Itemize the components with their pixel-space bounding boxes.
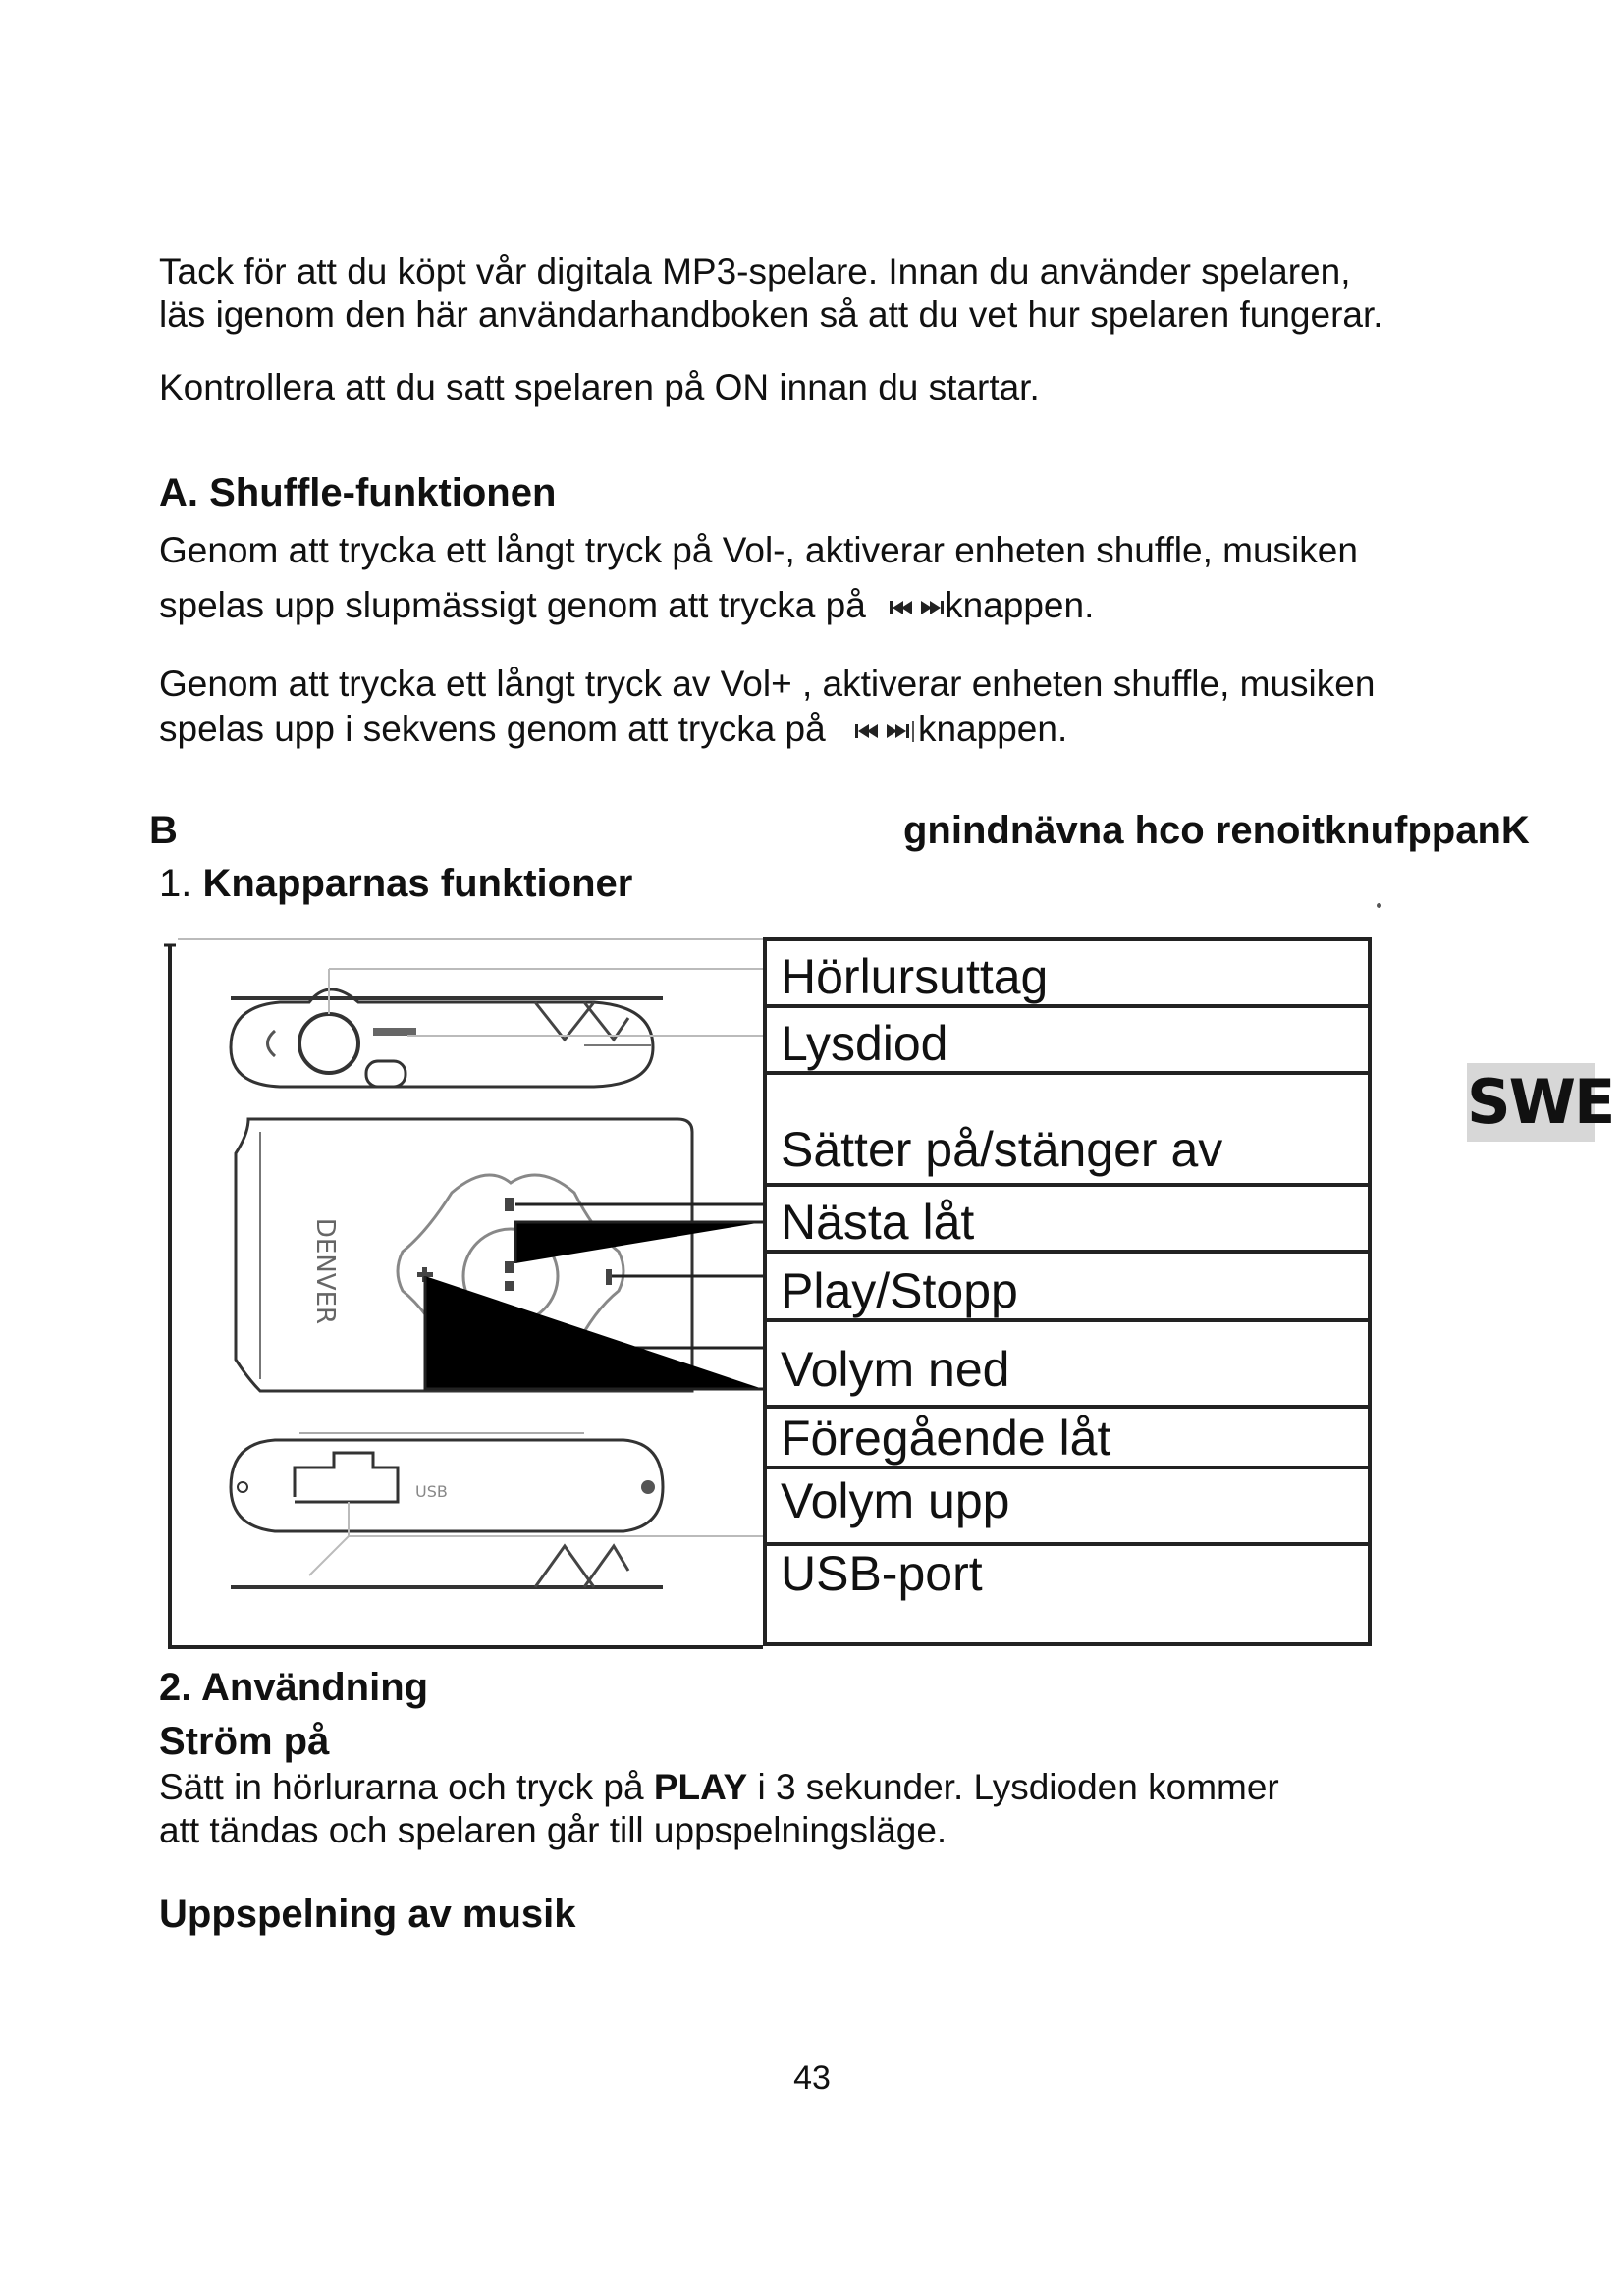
label-previous-track: Föregående låt [763, 1405, 1372, 1469]
section-a-p2-line2-post: knappen. [917, 709, 1068, 749]
intro-line-3: Kontrollera att du satt spelaren på ON innan du startar. [159, 367, 1040, 407]
label-play-stop: Play/Stopp [763, 1250, 1372, 1322]
section-2-line2: att tändas och spelaren går till uppspelningsläge. [159, 1810, 947, 1850]
section-a-p1-line2-post: knappen. [945, 585, 1095, 625]
label-power: Sätter på/stänger av [763, 1071, 1372, 1187]
intro-line-2: läs igenom den här användarhandboken så att du vet hur spelaren fungerar. [159, 294, 1383, 335]
section-2-heading [159, 1666, 428, 1710]
label-next-track: Nästa låt [763, 1183, 1372, 1254]
subheading-number: 1. [159, 862, 192, 905]
button-functions-figure [162, 937, 1372, 1649]
section-a-p1-line2-pre: spelas upp slupmässigt genom att trycka på [159, 585, 866, 625]
label-volume-up: Volym upp [763, 1466, 1372, 1546]
section-a-p2-line1: Genom att trycka ett långt tryck av Vol+ , aktiverar enheten shuffle, musiken [159, 664, 1376, 704]
label-usb-port: USB-port [763, 1542, 1372, 1646]
section-2-line1-post: i 3 sekunder. Lysdioden kommer [757, 1767, 1279, 1807]
section-2-number: 2 [159, 1666, 182, 1709]
section-b-reversed-title: gnindnävna hco renoitknufppanK [903, 809, 1530, 852]
stray-dot [1377, 903, 1381, 908]
label-headphone-jack: Hörlursuttag [763, 937, 1372, 1008]
section-a-p2-line2-pre: spelas upp i sekvens genom att trycka på [159, 709, 826, 749]
section-a-p1-line2 [159, 583, 1094, 628]
section-a-heading: A. Shuffle-funktionen [159, 471, 557, 514]
section-2-line1-bold: PLAY [653, 1767, 748, 1807]
section-a-p2-line2 [159, 707, 1067, 752]
intro-line-1: Tack för att du köpt vår digitala MP3-spelare. Innan du använder spelaren, [159, 251, 1351, 292]
section-2-line1-pre: Sätt in hörlurarna och tryck på [159, 1767, 644, 1807]
button-label-table [763, 937, 1372, 1649]
device-bottom-view [231, 1433, 763, 1587]
section-a-p1-line1: Genom att trycka ett långt tryck på Vol-, aktiverar enheten shuffle, musiken [159, 530, 1358, 570]
subheading-title: Knapparnas funktioner [202, 862, 633, 905]
section-2-heading-2: Uppspelning av musik [159, 1893, 576, 1936]
section-2-subheading: Ström på [159, 1720, 330, 1763]
usb-mark: USB [415, 1482, 448, 1501]
section-b-letter: B [149, 809, 178, 852]
section-2-line1 [159, 1765, 1279, 1810]
device-top-view [231, 969, 763, 1087]
section-2-title: . Användning [181, 1666, 429, 1709]
language-badge: SWE [1467, 1063, 1595, 1142]
label-led: Lysdiod [763, 1004, 1372, 1075]
page-number: 43 [793, 2059, 831, 2097]
device-front-view [236, 1119, 763, 1391]
label-volume-down: Volym ned [763, 1318, 1372, 1409]
section-b-subheading [159, 862, 632, 906]
device-brand-text: DENVER [310, 1217, 340, 1325]
